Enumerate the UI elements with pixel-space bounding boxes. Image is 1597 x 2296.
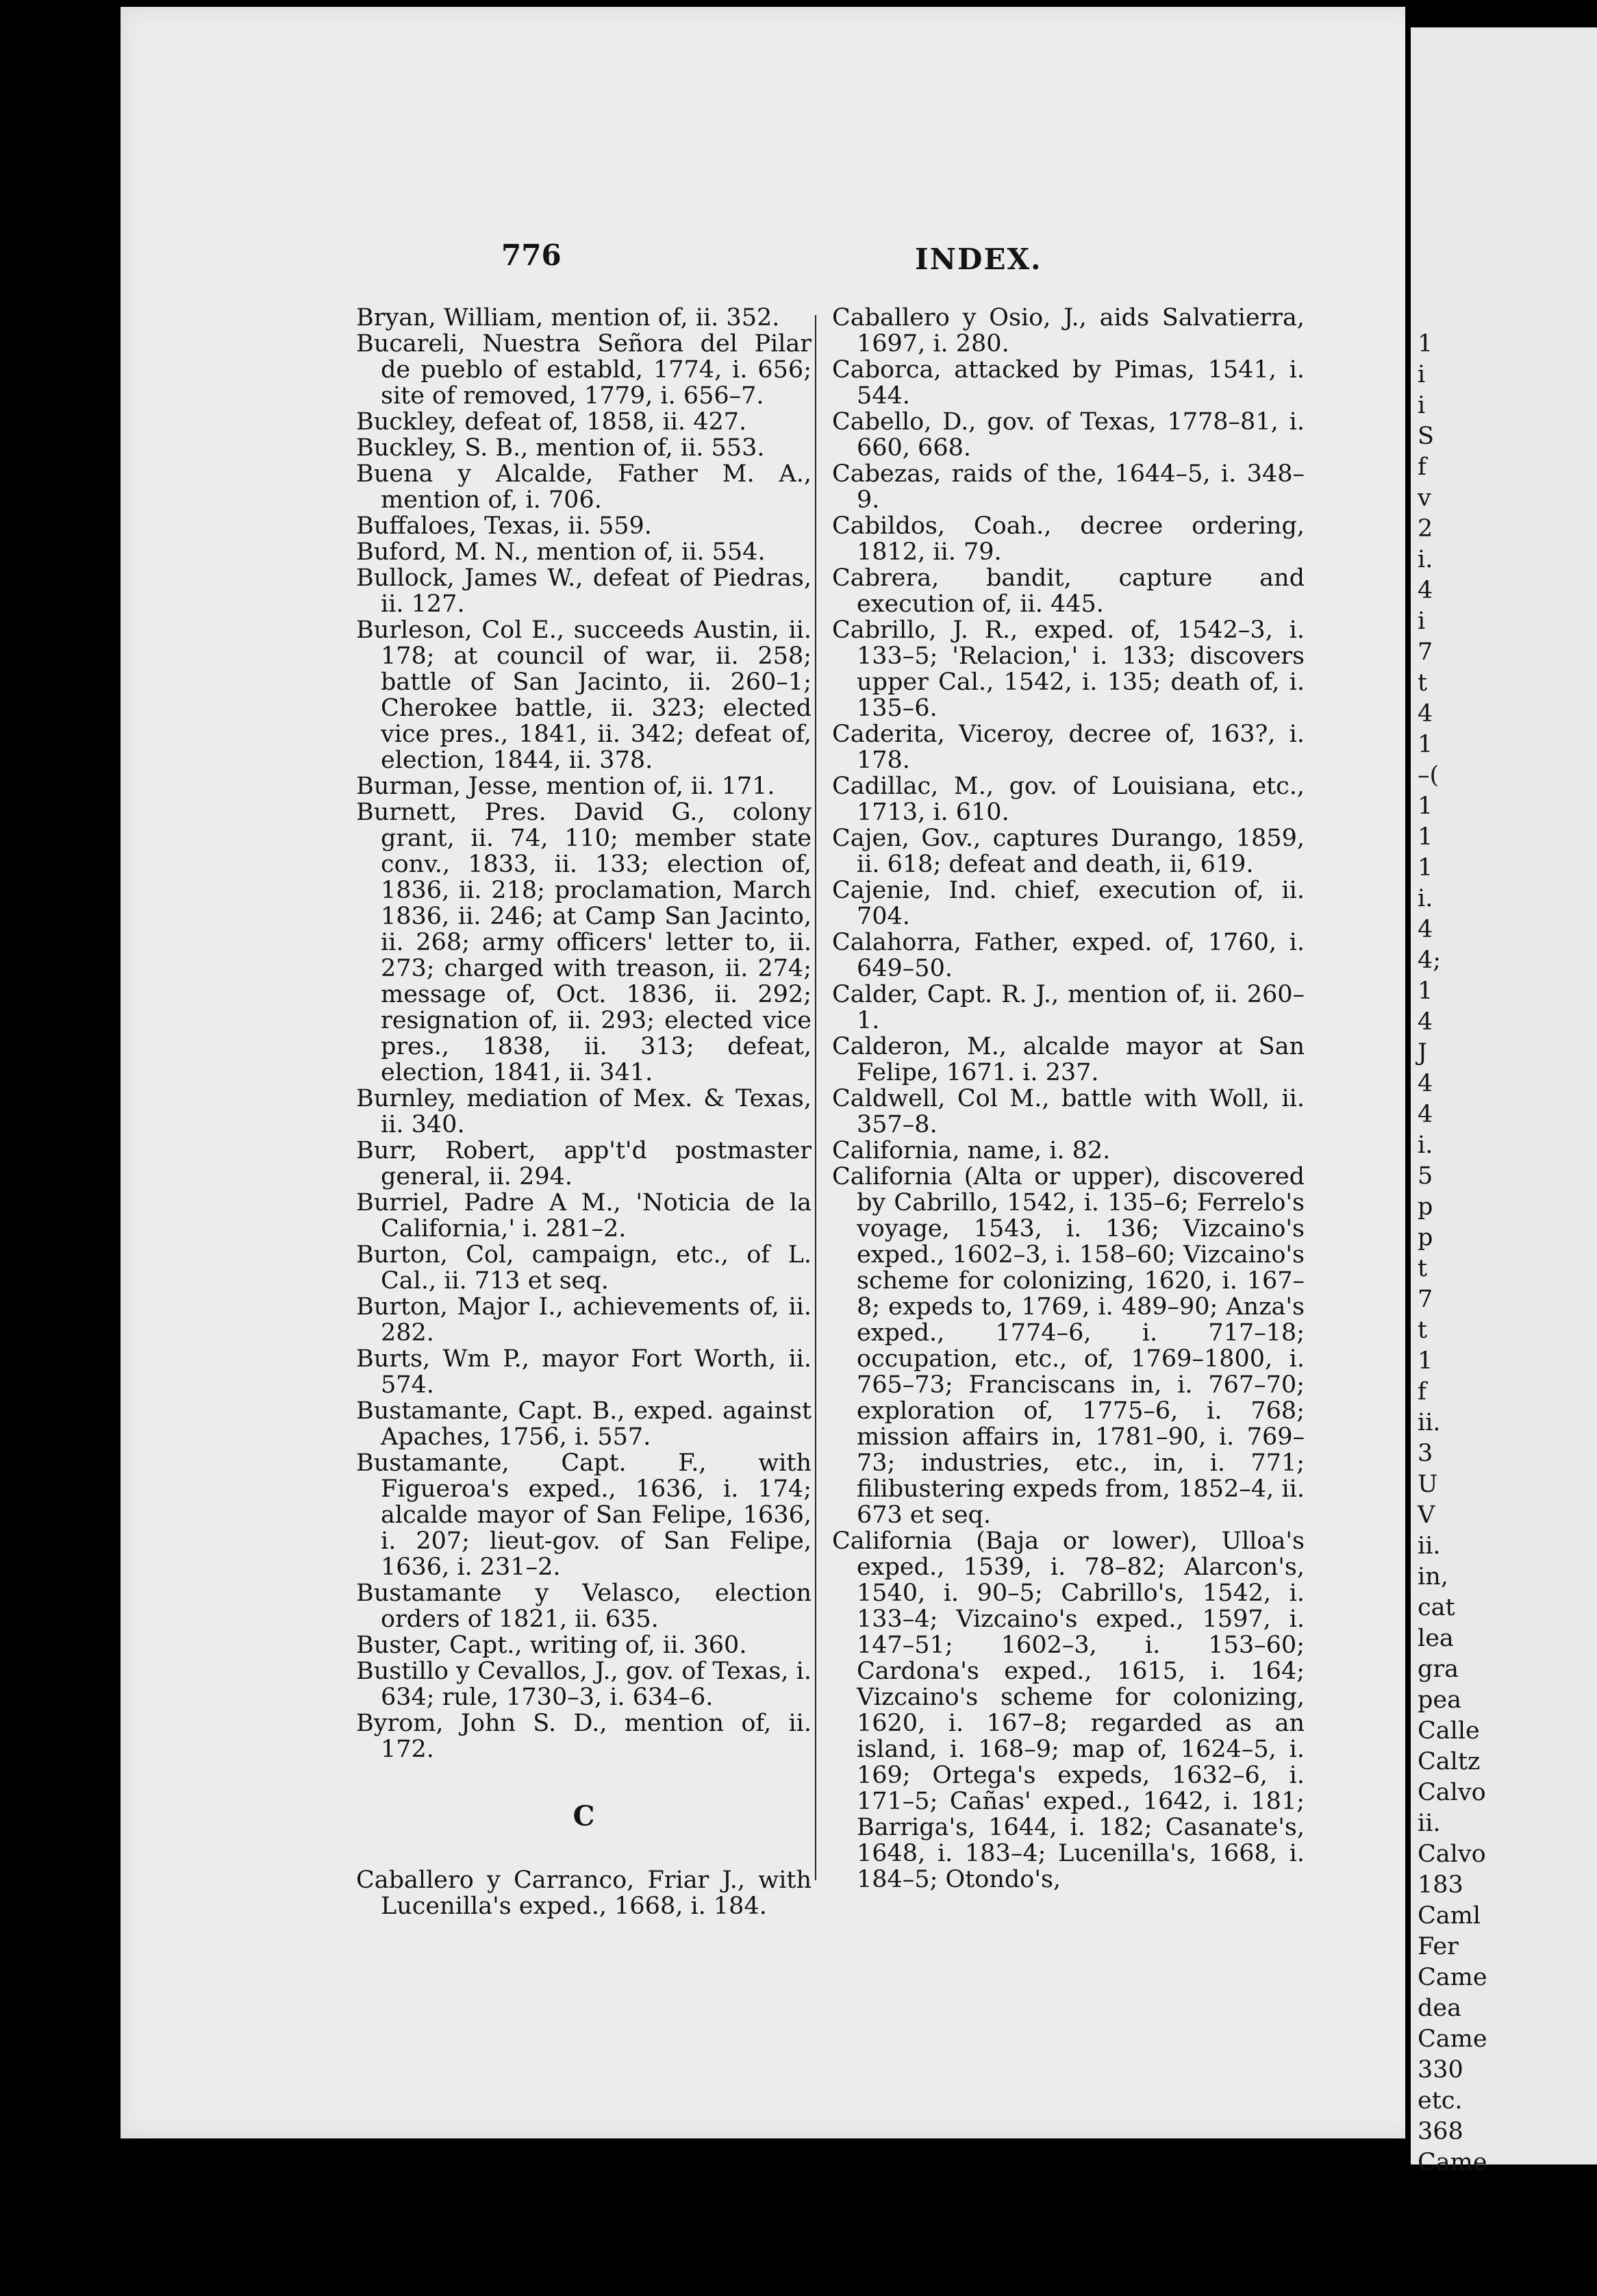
index-entry: Buckley, S. B., mention of, ii. 553. bbox=[356, 434, 765, 462]
adjacent-page-fragment: 4 bbox=[1418, 1070, 1433, 1097]
adjacent-page-fragment: –( bbox=[1418, 762, 1439, 789]
adjacent-page-fragment: Came bbox=[1418, 2149, 1487, 2176]
index-entry: Caballero y Osio, J., aids Salvatierra, 1697, i. 280. bbox=[832, 304, 1305, 358]
index-entry: California, name, i. 82. bbox=[832, 1137, 1111, 1164]
index-entry: Bullock, James W., defeat of Piedras, ii. 127. bbox=[356, 564, 812, 618]
adjacent-page-fragment: cat bbox=[1418, 1594, 1455, 1621]
index-entry: Caborca, attacked by Pimas, 1541, i. 544. bbox=[832, 356, 1305, 410]
adjacent-page-fragment: i bbox=[1418, 608, 1426, 635]
adjacent-page-fragment: Caml bbox=[1418, 1902, 1481, 1930]
adjacent-page-fragment: p bbox=[1418, 1224, 1433, 1251]
adjacent-page-fragment: 330 bbox=[1418, 2056, 1463, 2084]
index-entry: Cabello, D., gov. of Texas, 1778–81, i. 660, 668. bbox=[832, 408, 1305, 462]
adjacent-page-fragment: 4 bbox=[1418, 1008, 1433, 1036]
column-divider bbox=[815, 315, 816, 1880]
index-entry: Bustamante y Velasco, election orders of 1821, ii. 635. bbox=[356, 1580, 812, 1633]
adjacent-page-fragment: 4; bbox=[1418, 947, 1442, 974]
index-entry: Buffaloes, Texas, ii. 559. bbox=[356, 512, 652, 540]
index-column-middle bbox=[832, 305, 1305, 1893]
index-entry: Byrom, John S. D., mention of, ii. 172. bbox=[356, 1710, 812, 1763]
index-entry: Burnley, mediation of Mex. & Texas, ii. 340. bbox=[356, 1085, 812, 1138]
index-column-left bbox=[356, 305, 812, 1919]
adjacent-page-fragment: etc. bbox=[1418, 2087, 1463, 2114]
index-entry: Burriel, Padre A M., 'Noticia de la California,' i. 281–2. bbox=[356, 1189, 812, 1243]
adjacent-page-fragment: t bbox=[1418, 669, 1428, 697]
page-number: 776 bbox=[501, 238, 562, 272]
index-entry: Buster, Capt., writing of, ii. 360. bbox=[356, 1632, 747, 1659]
index-entry: Burton, Major I., achievements of, ii. 282. bbox=[356, 1293, 812, 1347]
index-entry: Bustillo y Cevallos, J., gov. of Texas, i. 634; rule, 1730–3, i. 634–6. bbox=[356, 1658, 812, 1711]
adjacent-page-fragment: 4 bbox=[1418, 916, 1433, 943]
adjacent-page-fragment: 1 bbox=[1418, 977, 1433, 1005]
index-entry: Cabrillo, J. R., exped. of, 1542–3, i. 133–5; 'Relacion,' i. 133; discovers upper Cal., 1542, i. 135; death of, i. 135–6. bbox=[832, 616, 1305, 722]
adjacent-page-fragment: i bbox=[1418, 392, 1426, 419]
adjacent-page-fragment: 1 bbox=[1418, 330, 1433, 358]
index-entry: Caballero y Carranco, Friar J., with Lucenilla's exped., 1668, i. 184. bbox=[356, 1867, 812, 1920]
adjacent-page-fragment: 2 bbox=[1418, 515, 1433, 542]
adjacent-page-fragment: i. bbox=[1418, 546, 1433, 573]
index-entry: Caldwell, Col M., battle with Woll, ii. 357–8. bbox=[832, 1085, 1305, 1138]
adjacent-page-fragment: Calvo bbox=[1418, 1779, 1486, 1806]
adjacent-page-fragment: pea bbox=[1418, 1686, 1461, 1714]
index-entry: Burr, Robert, app't'd postmaster general, ii. 294. bbox=[356, 1137, 812, 1190]
adjacent-page-fragment: V bbox=[1418, 1501, 1435, 1529]
adjacent-page-fragment: S bbox=[1418, 423, 1434, 450]
adjacent-page-fragment: 1 bbox=[1418, 731, 1433, 758]
adjacent-page-fragment: J bbox=[1418, 1039, 1428, 1066]
index-entry: Burton, Col, campaign, etc., of L. Cal., ii. 713 et seq. bbox=[356, 1241, 812, 1295]
adjacent-page-fragment: v bbox=[1418, 484, 1431, 512]
index-entry: Cajen, Gov., captures Durango, 1859, ii. 618; defeat and death, ii, 619. bbox=[832, 825, 1305, 878]
adjacent-page-fragment: Fer bbox=[1418, 1933, 1459, 1960]
adjacent-page-fragment: U bbox=[1418, 1471, 1438, 1498]
adjacent-page-fragment: in, bbox=[1418, 1563, 1448, 1590]
adjacent-page-fragment: 1 bbox=[1418, 793, 1433, 820]
adjacent-page-fragment: 7 bbox=[1418, 1286, 1433, 1313]
index-entry: Calder, Capt. R. J., mention of, ii. 260–1. bbox=[832, 981, 1305, 1034]
adjacent-page-fragment: 1 bbox=[1418, 1347, 1433, 1375]
adjacent-page-fragment: 1 bbox=[1418, 823, 1433, 851]
adjacent-page-fragment: t bbox=[1418, 1255, 1428, 1282]
adjacent-page-fragment: gra bbox=[1418, 1656, 1459, 1683]
adjacent-page-fragment: 368 bbox=[1418, 2118, 1463, 2145]
adjacent-page-fragment: ii. bbox=[1418, 1810, 1441, 1837]
index-entry: Cabrera, bandit, capture and execution of, ii. 445. bbox=[832, 564, 1305, 618]
index-entry: Burleson, Col E., succeeds Austin, ii. 178; at council of war, ii. 258; battle of San Jacinto, ii. 260–1; Cherokee battle, ii. 323; elected vice pres., 1841, ii. 342; defeat of, election, 1844, ii. 378. bbox=[356, 616, 812, 774]
index-entry: Cabezas, raids of the, 1644–5, i. 348–9. bbox=[832, 460, 1305, 514]
index-entry: California (Alta or upper), discovered by Cabrillo, 1542, i. 135–6; Ferrelo's voyage, 1543, i. 136; Vizcaino's exped., 1602–3, i. 158–60; Vizcaino's scheme for colonizing, 1620, i. 167–8; expeds to, 1769, i. 489–90; Anza's exped., 1774–6, i. 717–18; occupation, etc., of, 1769–1800, i. 765–73; Franciscans in, i. 767–70; exploration of, 1775–6, i. 768; mission affairs in, 1781–90, i. 769–73; industries, etc., in, i. 771; filibustering expeds from, 1852–4, ii. 673 et seq. bbox=[832, 1163, 1305, 1529]
adjacent-page-fragment: 4 bbox=[1418, 1101, 1433, 1128]
index-entry: Calahorra, Father, exped. of, 1760, i. 649–50. bbox=[832, 929, 1305, 982]
adjacent-page-fragment: i bbox=[1418, 361, 1426, 388]
adjacent-page-fragment: 7 bbox=[1418, 638, 1433, 666]
adjacent-page-fragment: lea bbox=[1418, 1625, 1454, 1652]
index-entry: Bustamante, Capt. F., with Figueroa's exped., 1636, i. 174; alcalde mayor of San Felipe, 1636, i. 207; lieut-gov. of San Felipe, 1636, i. 231–2. bbox=[356, 1449, 812, 1581]
adjacent-page-fragment: f bbox=[1418, 1378, 1426, 1406]
index-entry: Cajenie, Ind. chief, execution of, ii. 704. bbox=[832, 877, 1305, 930]
index-entry: Cadillac, M., gov. of Louisiana, etc., 1713, i. 610. bbox=[832, 773, 1305, 826]
adjacent-page-fragment: Calle bbox=[1418, 1717, 1480, 1745]
adjacent-page-text bbox=[1418, 329, 1487, 2178]
adjacent-page-fragment: ii. bbox=[1418, 1532, 1441, 1560]
index-entry: Bryan, William, mention of, ii. 352. bbox=[356, 304, 780, 332]
adjacent-page-fragment: f bbox=[1418, 453, 1426, 481]
adjacent-page-fragment: 4 bbox=[1418, 700, 1433, 727]
adjacent-page-fragment: Came bbox=[1418, 2025, 1487, 2053]
adjacent-page-fragment: t bbox=[1418, 1317, 1428, 1344]
adjacent-page-fragment: i. bbox=[1418, 1132, 1433, 1159]
adjacent-page-fragment: 183 bbox=[1418, 1871, 1463, 1899]
index-entry: Bucareli, Nuestra Señora del Pilar de pueblo of establd, 1774, i. 656; site of removed, 1779, i. 656–7. bbox=[356, 330, 812, 410]
adjacent-page-fragment: 1 bbox=[1418, 854, 1433, 882]
adjacent-page-fragment: 5 bbox=[1418, 1162, 1433, 1190]
index-entry: Cabildos, Coah., decree ordering, 1812, ii. 79. bbox=[832, 512, 1305, 566]
section-letter: C bbox=[573, 1800, 595, 1832]
adjacent-page-fragment: ii. bbox=[1418, 1409, 1441, 1436]
index-entry: Caderita, Viceroy, decree of, 163?, i. 178. bbox=[832, 721, 1305, 774]
index-entry: Bustamante, Capt. B., exped. against Apaches, 1756, i. 557. bbox=[356, 1397, 812, 1451]
index-entry: Burnett, Pres. David G., colony grant, ii. 74, 110; member state conv., 1833, ii. 133; election of, 1836, ii. 218; proclamation, March 1836, ii. 246; at Camp San Jacinto, ii. 268; army officers' letter to, ii. 273; charged with treason, ii. 274; message of, Oct. 1836, ii. 292; resignation of, ii. 293; elected vice pres., 1838, ii. 313; defeat, election, 1841, ii. 341. bbox=[356, 799, 812, 1086]
adjacent-page-fragment: 3 bbox=[1418, 1440, 1433, 1467]
index-entry: California (Baja or lower), Ulloa's exped., 1539, i. 78–82; Alarcon's, 1540, i. 90–5; Cabrillo's, 1542, i. 133–4; Vizcaino's exped., 1597, i. 147–51; 1602–3, i. 153–60; Cardona's exped., 1615, i. 164; Vizcaino's scheme for colonizing, 1620, i. 167–8; regarded as an island, i. 168–9; map of, 1624–5, i. 169; Ortega's expeds, 1632–6, i. 171–5; Cañas' exped., 1642, i. 181; Barriga's, 1644, i. 182; Casanate's, 1648, i. 183–4; Lucenilla's, 1668, i. 184–5; Otondo's, bbox=[832, 1527, 1305, 1893]
adjacent-page-fragment: Came bbox=[1418, 1964, 1487, 1991]
adjacent-page-fragment: Calvo bbox=[1418, 1840, 1486, 1868]
adjacent-page-fragment: Caltz bbox=[1418, 1748, 1481, 1775]
adjacent-page-fragment: dea bbox=[1418, 1995, 1461, 2022]
index-entry: Buford, M. N., mention of, ii. 554. bbox=[356, 538, 766, 566]
index-entry: Buckley, defeat of, 1858, ii. 427. bbox=[356, 408, 747, 436]
adjacent-page-fragment: 4 bbox=[1418, 577, 1433, 604]
index-entry: Buena y Alcalde, Father M. A., mention of, i. 706. bbox=[356, 460, 812, 514]
adjacent-page-fragment: p bbox=[1418, 1193, 1433, 1221]
page-title: INDEX. bbox=[915, 242, 1042, 276]
index-entry: Burman, Jesse, mention of, ii. 171. bbox=[356, 773, 775, 800]
index-entry: Calderon, M., alcalde mayor at San Felipe, 1671. i. 237. bbox=[832, 1033, 1305, 1086]
adjacent-page-fragment: i. bbox=[1418, 885, 1433, 912]
index-entry: Burts, Wm P., mayor Fort Worth, ii. 574. bbox=[356, 1345, 812, 1399]
